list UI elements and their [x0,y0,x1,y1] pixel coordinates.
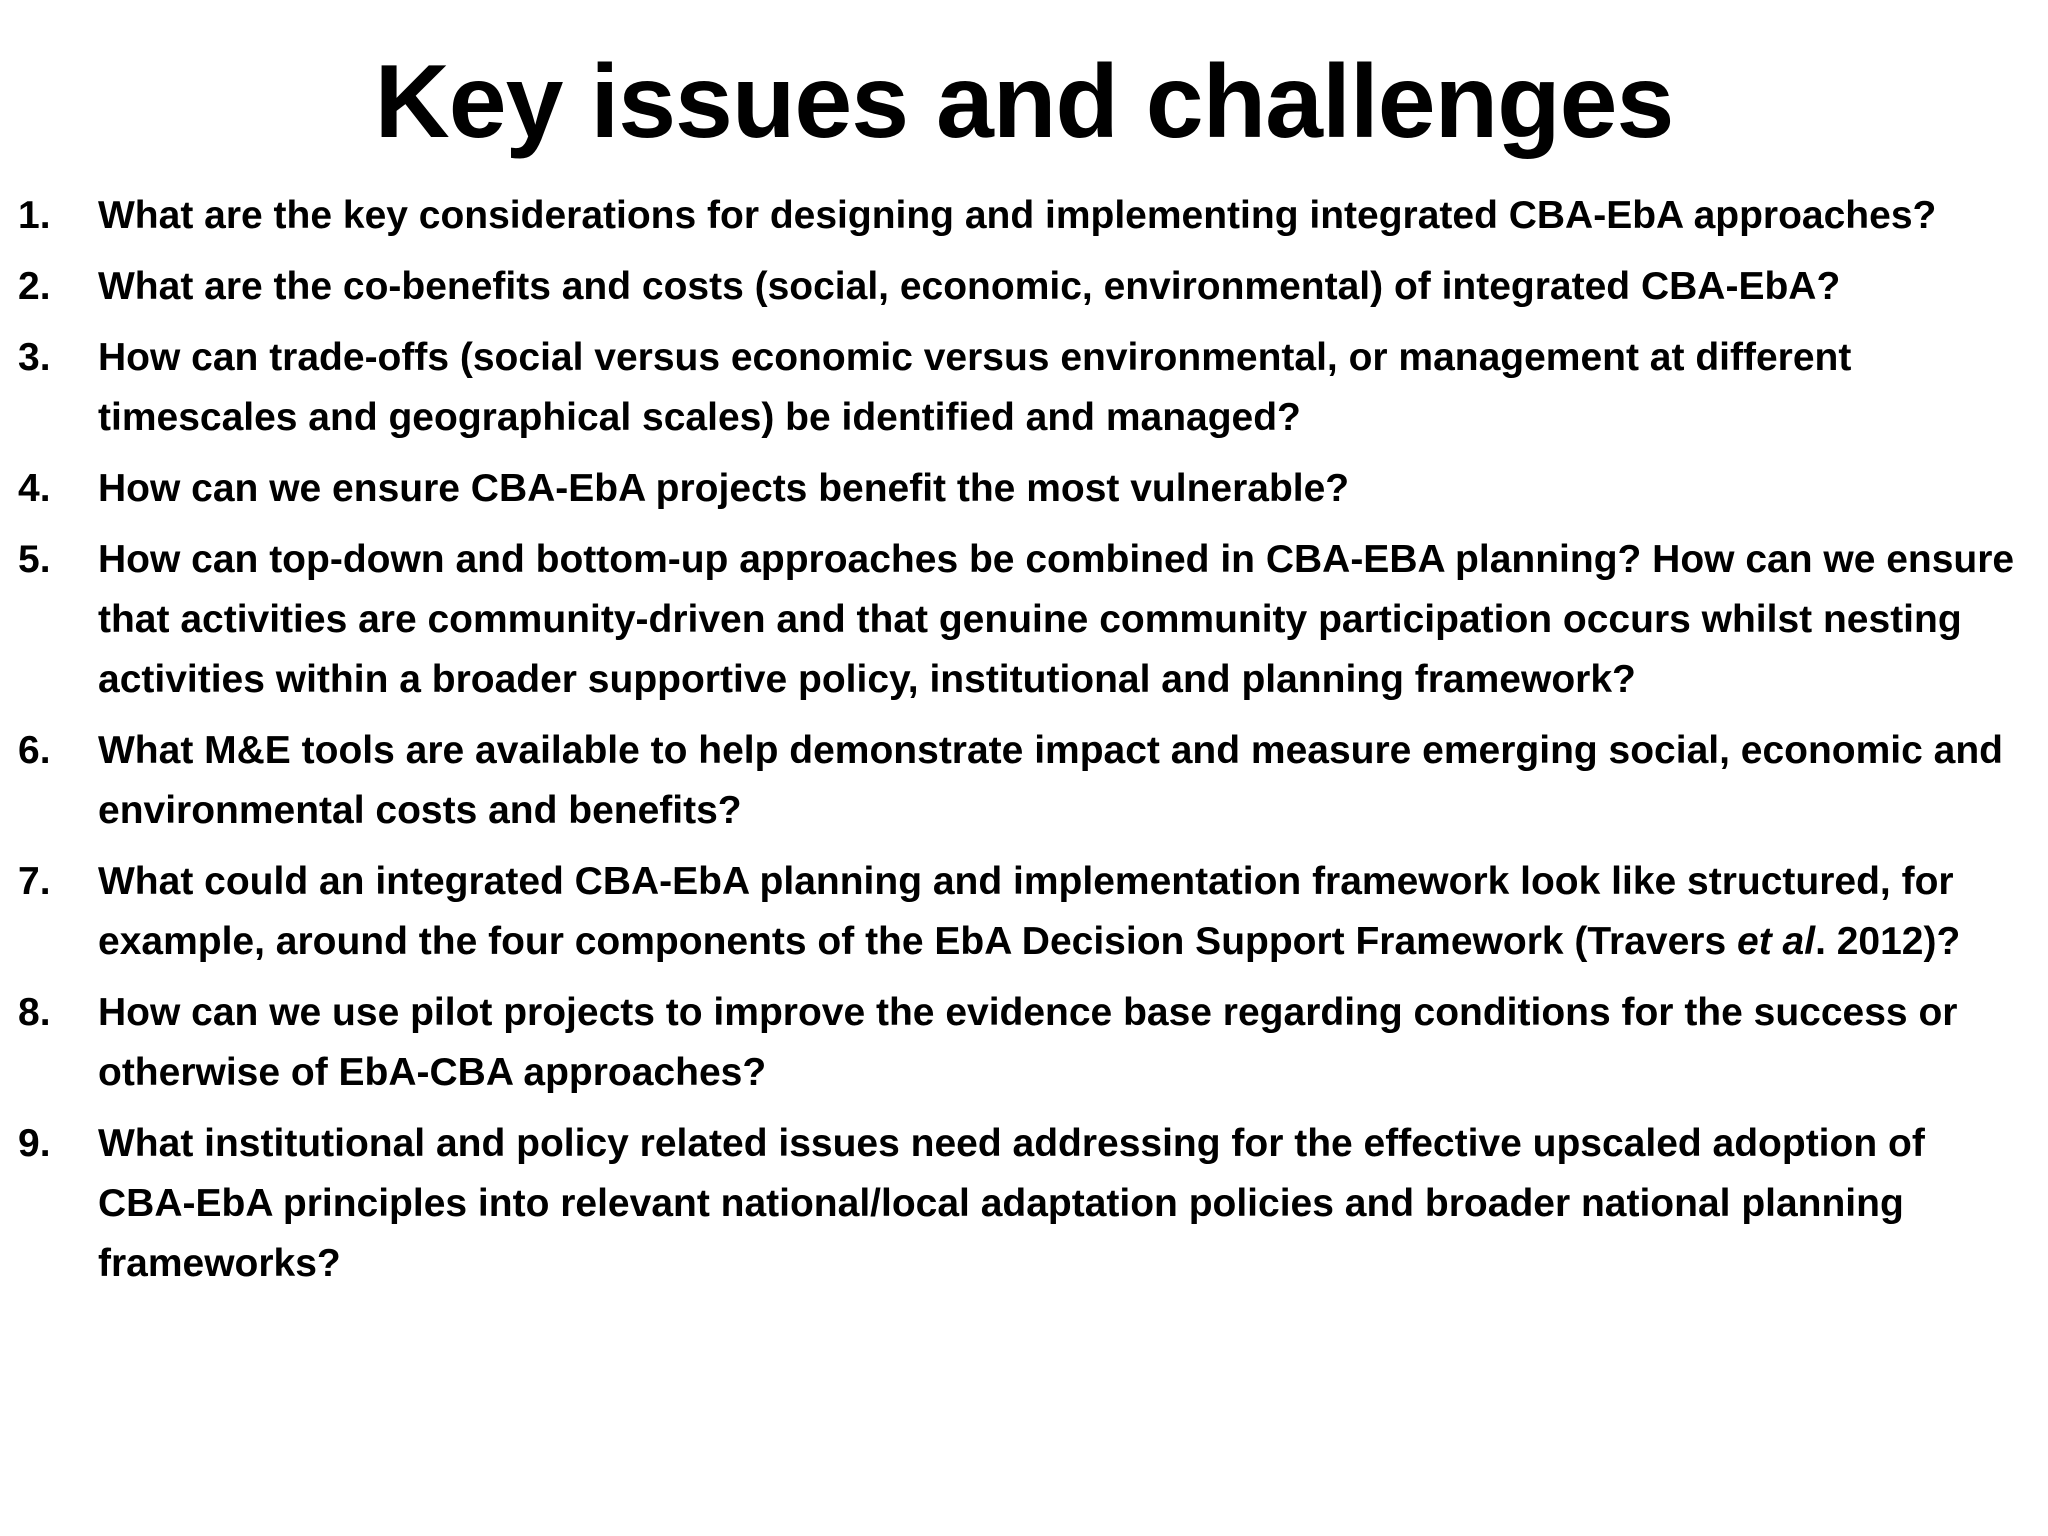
question-number: 7. [18,860,51,903]
question-item-9 [18,1114,2028,1294]
question-text: What institutional and policy related issues need addressing for the effective upscaled adoption of CBA-EbA principles into relevant national/local adaptation policies and broader national planning frameworks? [98,1122,1925,1285]
question-text-part: What could an integrated CBA-EbA planning and implementation framework look like structured, for example, around the four components of the EbA Decision Support Framework (Travers [98,860,1954,963]
question-item-2 [18,257,2028,317]
question-number: 1. [18,194,51,237]
question-number: 6. [18,729,51,772]
question-item-7 [18,852,2028,972]
question-text-italic: et al [1737,920,1816,963]
question-number: 3. [18,336,51,379]
question-text [98,852,2028,972]
question-text-part: . 2012)? [1815,920,1961,963]
slide-title: Key issues and challenges [374,44,1674,160]
question-text: How can trade-offs (social versus economic versus environmental, or management at different timescales and geographical scales) be identified and managed? [98,336,1852,439]
question-number: 5. [18,538,51,581]
question-item-5 [18,530,2028,710]
question-item-4 [18,459,2028,519]
question-number: 4. [18,467,51,510]
question-list [18,186,2028,1305]
question-text: How can we use pilot projects to improve the evidence base regarding conditions for the success or otherwise of EbA-CBA approaches? [98,991,1958,1094]
question-number: 2. [18,265,51,308]
question-text: What are the co-benefits and costs (social, economic, environmental) of integrated CBA-EbA? [98,265,1841,308]
question-item-8 [18,983,2028,1103]
question-text: How can top-down and bottom-up approaches be combined in CBA-EBA planning? How can we ensure that activities are community-driven and that genuine community participation occurs whilst nesting activities within a broader supportive policy, institutional and planning framework? [98,538,2015,701]
question-text: How can we ensure CBA-EbA projects benefit the most vulnerable? [98,467,1350,510]
question-item-3 [18,328,2028,448]
question-number: 9. [18,1122,51,1165]
question-number: 8. [18,991,51,1034]
question-text: What M&E tools are available to help demonstrate impact and measure emerging social, economic and environmental costs and benefits? [98,729,2004,832]
question-text: What are the key considerations for designing and implementing integrated CBA-EbA approaches? [98,194,1937,237]
question-item-1 [18,186,2028,246]
question-item-6 [18,721,2028,841]
